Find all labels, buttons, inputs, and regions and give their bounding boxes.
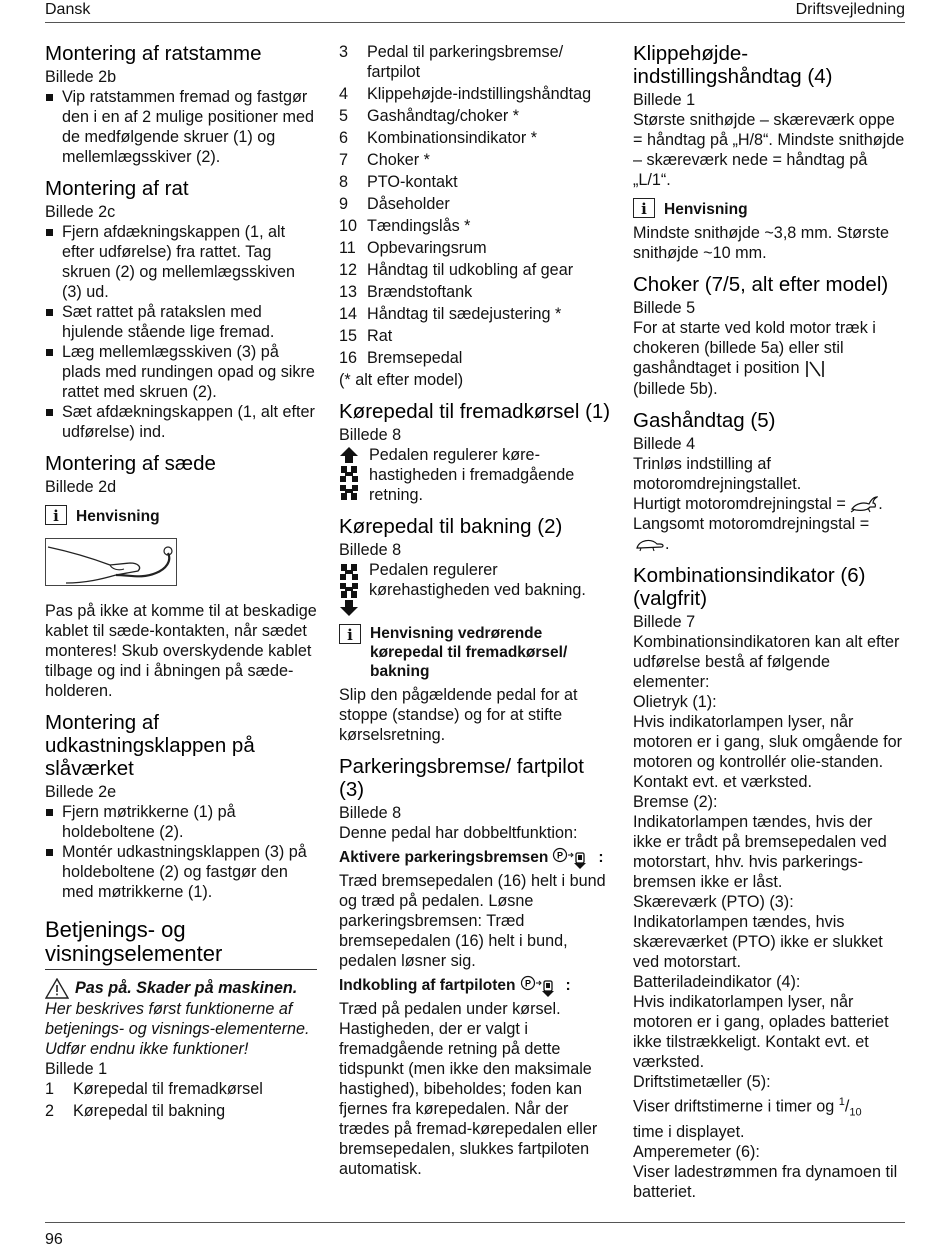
figure-ref: Billede 1 bbox=[45, 1060, 108, 1078]
throttle-fast: Hurtigt motoromdrejningstal = . bbox=[633, 494, 883, 513]
tractor-icon bbox=[340, 464, 358, 482]
note-label: Henvisning bbox=[664, 201, 748, 218]
list-item: 7 Choker * bbox=[339, 151, 430, 169]
figure-ref: Billede 8 bbox=[339, 541, 402, 559]
pedal-reverse-text: Pedalen regulerer kørehastigheden ved bakning. bbox=[369, 561, 586, 599]
indicator-para: Amperemeter (6): bbox=[633, 1143, 760, 1162]
section-title-ratstamme: Montering af ratstamme bbox=[45, 42, 262, 65]
section-title-klippehoejde: Klippehøjde-indstillingshåndtag (4) bbox=[633, 42, 833, 88]
warning-heading bbox=[45, 978, 317, 999]
note-box bbox=[633, 198, 905, 219]
section-title-rat: Montering af rat bbox=[45, 177, 189, 200]
figure-ref: Billede 2c bbox=[45, 203, 116, 221]
list-item: Fjern afdækningskappen (1, alt efter udførelse) fra rattet. Tag skruen (2) og mellemlægsskiven (3) ud. bbox=[45, 222, 317, 302]
column-2 bbox=[339, 42, 613, 1179]
figure-ref: Billede 8 bbox=[339, 804, 402, 822]
note-box bbox=[339, 624, 613, 681]
list-item: Læg mellemlægsskiven (3) på plads med rundingen opad og sikre rattet med skruen (2). bbox=[45, 342, 317, 402]
subheading-parkeringsbremse: Aktivere parkeringsbremsen P : bbox=[339, 847, 613, 869]
bullet-list bbox=[45, 87, 317, 167]
figure-ref: Billede 8 bbox=[339, 426, 402, 444]
tractor-icon bbox=[340, 562, 358, 580]
note-label: Henvisning bbox=[76, 508, 160, 525]
section-title-fremadkoersel: Kørepedal til fremadkørsel (1) bbox=[339, 400, 611, 423]
page-footer bbox=[45, 1222, 905, 1249]
parking-brake-icon bbox=[552, 847, 594, 869]
figure-ref: Billede 1 bbox=[633, 91, 696, 109]
list-item: Fjern møtrikkerne (1) på holdeboltene (2). bbox=[45, 802, 317, 842]
indicator-para: Batteriladeindikator (4): bbox=[633, 972, 801, 991]
arrow-up-icon bbox=[340, 447, 358, 463]
indicator-para: Bremse (2): bbox=[633, 792, 718, 811]
list-footnote: (* alt efter model) bbox=[339, 371, 464, 389]
subheading-fartpilot: Indkobling af fartpiloten P : bbox=[339, 975, 613, 997]
list-item: 5 Gashåndtag/choker * bbox=[339, 107, 520, 125]
section-title-choker: Choker (7/5, alt efter model) bbox=[633, 273, 889, 296]
hand-cable-illustration bbox=[45, 538, 177, 586]
list-item: 13 Brændstoftank bbox=[339, 283, 473, 301]
info-icon: i bbox=[633, 198, 655, 218]
bullet-list bbox=[45, 222, 317, 442]
list-item: 3 Pedal til parkeringsbremse/ fartpilot bbox=[339, 43, 564, 81]
figure-ref: Billede 2b bbox=[45, 68, 117, 86]
figure-ref: Billede 4 bbox=[633, 434, 696, 453]
warning-title: Pas på. Skader på maskinen. bbox=[75, 979, 298, 997]
indicator-para: Indikatorlampen tændes, hvis der ikke er trådt på bremsepedalen ved motorstart, hhv. hvis parkerings-bremsen ikke er låst. bbox=[633, 812, 887, 891]
pedal-forward-block bbox=[339, 445, 613, 505]
list-item: 11 Opbevaringsrum bbox=[339, 239, 487, 257]
list-item: 14 Håndtag til sædejustering * bbox=[339, 305, 562, 323]
svg-text:P: P bbox=[557, 850, 564, 861]
hours-text: Viser driftstimerne i timer og $^1/_{10}$ time i displayet. bbox=[633, 1095, 862, 1142]
language-label: Dansk bbox=[45, 1, 91, 18]
section-title-kombinationsindikator: Kombinationsindikator (6) (valgfrit) bbox=[633, 563, 866, 610]
section-title-parkeringsbremse: Parkeringsbremse/ fartpilot (3) bbox=[339, 755, 584, 801]
indicator-para: Olietryk (1): bbox=[633, 692, 717, 711]
list-item: 8 PTO-kontakt bbox=[339, 173, 458, 191]
intro-text: Denne pedal har dobbeltfunktion: bbox=[339, 824, 578, 842]
list-item: 10 Tændingslås * bbox=[339, 217, 471, 235]
tractor-icon bbox=[340, 483, 358, 501]
section-title-bakning: Kørepedal til bakning (2) bbox=[339, 515, 563, 538]
list-item: Sæt rattet på ratakslen med hjulende stående lige fremad. bbox=[45, 302, 317, 342]
cutting-height-text: Største snithøjde – skæreværk oppe = håndtag på „H/8“. Mindste snithøjde – skæreværk nede = håndtag på „L/1“. bbox=[633, 111, 905, 189]
pedal-reverse-block bbox=[339, 560, 613, 616]
arrow-down-icon bbox=[340, 600, 358, 616]
list-item: 9 Dåseholder bbox=[339, 195, 450, 213]
column-1 bbox=[45, 42, 317, 1123]
throttle-text: Trinløs indstilling af motoromdrejningstallet. bbox=[633, 454, 802, 493]
reverse-pedal-icons bbox=[339, 560, 359, 616]
info-icon: i bbox=[339, 624, 361, 644]
parking-brake-text: Træd bremsepedalen (16) helt i bund og træd på pedalen. Løsne parkeringsbremsen: Træd bremsepedalen (16) helt i bund, pedalen løsner sig. bbox=[339, 872, 606, 970]
note-text: Slip den pågældende pedal for at stoppe (standse) og for at stifte kørselsretning. bbox=[339, 686, 578, 744]
section-title-saede: Montering af sæde bbox=[45, 452, 216, 475]
element-list bbox=[339, 42, 613, 368]
turtle-icon bbox=[633, 536, 665, 552]
indicator-para: Driftstimetæller (5): bbox=[633, 1072, 771, 1091]
info-icon: i bbox=[45, 505, 67, 525]
page-number: 96 bbox=[45, 1231, 63, 1248]
note-box bbox=[45, 505, 317, 526]
tractor-icon bbox=[340, 581, 358, 599]
indicator-para: Hvis indikatorlampen lyser, når motoren er i gang, oplades batteriet ikke tilstrækkeligt. Kontakt evt. et værksted. bbox=[633, 992, 889, 1071]
list-item: Sæt afdækningskappen (1, alt efter udførelse) ind. bbox=[45, 402, 317, 442]
list-item: 1 Kørepedal til fremadkørsel bbox=[45, 1080, 263, 1098]
list-item: 15 Rat bbox=[339, 327, 393, 345]
list-item: 12 Håndtag til udkobling af gear bbox=[339, 261, 574, 279]
warning-text: Her beskrives først funktionerne af betjenings- og visnings-elementerne. Udfør endnu ikke funktioner! bbox=[45, 1000, 310, 1058]
column-3 bbox=[633, 42, 905, 1202]
element-list bbox=[45, 1079, 317, 1121]
figure-ref: Billede 7 bbox=[633, 612, 696, 631]
figure-ref: Billede 5 bbox=[633, 299, 696, 317]
list-item: Vip ratstammen fremad og fastgør den i en af 2 mulige positioner med de medfølgende skruer (1) og mellemlægsskiver (2). bbox=[45, 87, 317, 167]
figure-ref: Billede 2e bbox=[45, 783, 117, 801]
forward-pedal-icons bbox=[339, 445, 359, 501]
list-item: Montér udkastningsklappen (3) på holdeboltene (2) og fastgør den med møtrikkerne (1). bbox=[45, 842, 317, 902]
indicator-para: Viser ladestrømmen fra dynamoen til batteriet. bbox=[633, 1163, 898, 1202]
warning-triangle-icon bbox=[45, 978, 69, 999]
list-item: 2 Kørepedal til bakning bbox=[45, 1102, 226, 1120]
choke-text: For at starte ved kold motor træk i chokeren (billede 5a) eller stil gashåndtaget i position (billede 5b). bbox=[633, 319, 876, 398]
indicator-para: Kombinationsindikatoren kan alt efter udførelse bestå af følgende elementer: bbox=[633, 632, 900, 691]
note-label: Henvisning vedrørende kørepedal til fremadkørsel/ bakning bbox=[370, 625, 568, 680]
list-item: 6 Kombinationsindikator * bbox=[339, 129, 538, 147]
svg-text:P: P bbox=[524, 978, 531, 989]
section-title-udkastningsklap: Montering af udkastningsklappen på slåværket bbox=[45, 711, 255, 780]
cruise-control-text: Træd på pedalen under kørsel. Hastigheden, der er valgt i fremadgående retning på dette tidspunkt (men ikke den maksimale hastighed), bibeholdes; foden kan fjernes fra kørepedalen. Når der trædes på fremad-kørepedalen eller bremsepedalen, slukkes fartpiloten automatisk. bbox=[339, 1000, 598, 1178]
indicator-para: Indikatorlampen tændes, hvis skæreværket (PTO) ikke er slukket ved motorstart. bbox=[633, 912, 883, 971]
pedal-forward-text: Pedalen regulerer kørehastigheden i fremadgående retning. bbox=[369, 446, 575, 504]
note-text: Pas på ikke at komme til at beskadige kablet til sæde-kontakten, når sædet monteres! Skub overskydende kablet tilbage og ind i åbningen på sæde-holderen. bbox=[45, 602, 317, 700]
list-item: 4 Klippehøjde-indstillingshåndtag bbox=[339, 85, 592, 103]
indicator-para: Hvis indikatorlampen lyser, når motoren er i gang, sluk omgående for motoren og kontrollér olie-standen. Kontakt evt. et værksted. bbox=[633, 712, 903, 791]
hare-icon bbox=[850, 495, 878, 513]
cruise-control-icon bbox=[520, 975, 562, 997]
section-title-gashaandtag: Gashåndtag (5) bbox=[633, 408, 776, 432]
list-item: 16 Bremsepedal bbox=[339, 349, 463, 367]
document-title: Driftsvejledning bbox=[795, 1, 905, 18]
page-header bbox=[45, 0, 905, 23]
indicator-para: Skæreværk (PTO) (3): bbox=[633, 892, 794, 911]
chapter-title: Betjenings- og visningselementer bbox=[45, 918, 317, 970]
throttle-slow: Langsomt motoromdrejningstal = . bbox=[633, 514, 870, 553]
choke-symbol-icon bbox=[804, 359, 826, 379]
figure-ref: Billede 2d bbox=[45, 478, 117, 496]
note-text: Mindste snithøjde ~3,8 mm. Største snithøjde ~10 mm. bbox=[633, 224, 889, 262]
bullet-list bbox=[45, 802, 317, 902]
